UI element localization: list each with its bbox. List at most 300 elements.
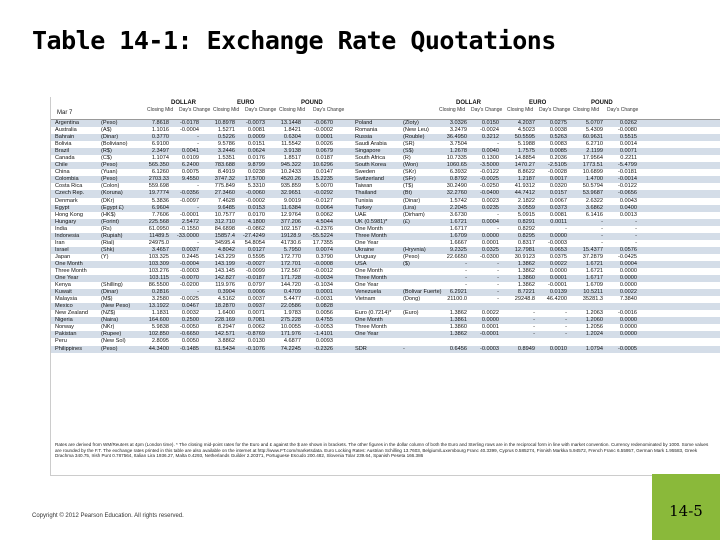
cell-country: Three Month (355, 324, 387, 331)
cell-p2: 0.0074 (315, 246, 333, 253)
table-row (51, 261, 351, 268)
cell-p2: 0.0000 (619, 324, 637, 331)
cell-p1: 5.7950 (283, 246, 301, 253)
cell-p1: 2.6322 (585, 197, 603, 204)
cell-e1: 1.2187 (517, 176, 535, 183)
cell-e2: -0.0060 (246, 190, 265, 197)
cell-p2: 0.0062 (315, 211, 333, 218)
cell-e2: 4.1800 (247, 218, 265, 225)
cell-currency: (Bt) (403, 190, 413, 197)
cell-e1: 143.199 (214, 260, 235, 267)
cell-country: Tunisia (355, 197, 373, 204)
cell-currency: ($) (403, 260, 410, 267)
cell-e2: 0.0275 (549, 120, 567, 126)
cell-country: Singapore (355, 148, 381, 155)
cell-p1: 10.5211 (583, 289, 603, 296)
cell-e1: - (533, 331, 535, 338)
table-row (51, 212, 351, 219)
date-label: Mar 7 (57, 110, 73, 116)
cell-d2: -0.0097 (180, 197, 199, 204)
cell-p2: 0.0576 (619, 246, 637, 253)
cell-p1: 32.9651 (280, 190, 301, 197)
cell-e1: - (533, 324, 535, 331)
table-row (51, 289, 351, 296)
cell-country: New Zealand (55, 310, 88, 317)
cell-p1: 1.9783 (283, 310, 301, 317)
cell-e2: -0.0002 (246, 197, 265, 204)
table-header (51, 97, 720, 120)
cell-d1: 103.309 (148, 260, 169, 267)
cell-p1: 935.859 (280, 183, 301, 190)
cell-p1: 1.2060 (585, 317, 603, 324)
cell-d2: - (497, 141, 499, 148)
table-row (351, 141, 720, 148)
cell-e1: 0.8291 (517, 218, 535, 225)
table-row (351, 205, 720, 212)
cell-p2: 0.0187 (315, 155, 333, 162)
cell-currency: (Dinar) (101, 134, 119, 141)
table-row (51, 226, 351, 233)
cell-d1: 1.1831 (151, 310, 169, 317)
cell-e1: 34595.4 (214, 239, 235, 246)
cell-e2: -0.0028 (548, 169, 567, 176)
cell-e1: 8.8622 (517, 169, 535, 176)
cell-d1: 2.3497 (151, 148, 169, 155)
cell-d2: 0.2500 (181, 317, 199, 324)
cell-e2: 0.0067 (549, 197, 567, 204)
cell-p2: -0.2376 (314, 225, 333, 232)
cell-d2: -0.1485 (180, 345, 199, 352)
cell-e1: 0.8295 (517, 232, 535, 239)
cell-p2: -0.0127 (314, 197, 333, 204)
cell-country: Czech Rep. (55, 190, 85, 197)
cell-p1: 1.2024 (585, 331, 603, 338)
cell-currency: (Hryvnia) (403, 246, 426, 253)
cell-e2: - (565, 324, 567, 331)
cell-p1: 0.4709 (283, 289, 301, 296)
cell-p1: 1.6721 (585, 260, 603, 267)
cell-country: Saudi Arabia (355, 141, 387, 148)
cell-e1: 29248.8 (514, 296, 535, 303)
cell-e2: 0.0653 (549, 246, 567, 253)
subheader-closing-mid: Closing Mid (147, 107, 174, 113)
cell-d2: 0.0467 (181, 303, 199, 310)
cell-p2: 0.0262 (619, 120, 637, 126)
cell-country: Turkey (355, 204, 372, 211)
cell-d1: 3.2479 (449, 127, 467, 134)
cell-e1: 143.145 (214, 267, 235, 274)
cell-p1: 12.9764 (280, 211, 301, 218)
cell-country: Nigeria (55, 317, 73, 324)
cell-d2: -0.0356 (180, 190, 199, 197)
cell-d1: 1.6709 (449, 232, 467, 239)
cell-country: Mexico (55, 303, 73, 310)
cell-e2: 0.0153 (247, 204, 265, 211)
cell-p1: 1.2056 (585, 324, 603, 331)
table-row (51, 162, 351, 169)
cell-p2: 0.0001 (315, 289, 333, 296)
cell-d2: -0.0004 (180, 127, 199, 134)
cell-country: Three Month (355, 232, 387, 239)
subheader-closing-mid: Closing Mid (279, 107, 306, 113)
cell-e1: 142.827 (214, 275, 235, 282)
cell-p2: -0.0016 (618, 310, 637, 317)
cell-p1: 74.2245 (280, 345, 301, 352)
cell-e2: 0.0151 (247, 141, 265, 148)
cell-d1: 2.8095 (151, 338, 169, 345)
cell-d1: 13.1922 (148, 303, 169, 310)
cell-d1: 7.8618 (151, 120, 169, 126)
cell-e1: 1.3862 (517, 282, 535, 289)
cell-d1: 1.3862 (449, 310, 467, 317)
cell-e2: 0.0170 (247, 211, 265, 218)
cell-e2: 0.0001 (549, 275, 567, 282)
cell-p1: 1.6721 (585, 267, 603, 274)
table-row (351, 190, 720, 197)
cell-e2: - (565, 317, 567, 324)
cell-e2: 0.0006 (247, 289, 265, 296)
cell-country: Hong Kong (55, 211, 83, 218)
cell-p2: 15.2235 (312, 176, 333, 183)
cell-country: Colombia (55, 176, 79, 183)
table-row (51, 275, 351, 282)
cell-e2: 0.0022 (549, 260, 567, 267)
cell-country: Thailand (355, 190, 377, 197)
cell-e1: 14.8854 (514, 155, 535, 162)
cell-p1: 1.6717 (585, 275, 603, 282)
cell-d2: 0.0000 (481, 232, 499, 239)
cell-d1: 1.3861 (449, 317, 467, 324)
cell-p2: 0.0147 (315, 169, 333, 176)
cell-e1: 9.5786 (217, 141, 235, 148)
cell-country: Venezuela (355, 289, 382, 296)
cell-country: One Month (55, 260, 83, 267)
cell-country: Iran (55, 239, 65, 246)
copyright-notice: Copyright © 2012 Pearson Education. All rights reserved. (32, 513, 184, 519)
cell-p1: - (601, 218, 603, 225)
cell-currency: (Shilling) (101, 282, 123, 289)
table-row (351, 183, 720, 190)
cell-e2: 0.0127 (247, 246, 265, 253)
cell-country: Canada (55, 155, 75, 162)
cell-d2: - (497, 267, 499, 274)
cell-country: Norway (55, 324, 74, 331)
cell-p1: 5.0707 (585, 120, 603, 126)
cell-e1: 27.3460 (214, 190, 235, 197)
cell-currency: (Dinar) (101, 289, 119, 296)
cell-e1: 5.1988 (517, 141, 535, 148)
cell-p2: 17.7355 (312, 239, 333, 246)
cell-e2: 0.7081 (247, 317, 265, 324)
cell-country: India (55, 225, 68, 232)
cell-country: One Year (355, 282, 379, 289)
cell-e2: 0.0081 (247, 127, 265, 134)
cell-e2: 0.0176 (247, 155, 265, 162)
subheader-days-change: Day's Change (245, 107, 277, 113)
cell-p1: 6.2710 (585, 141, 603, 148)
cell-currency: (Egypt £) (101, 204, 124, 211)
cell-country: Peru (55, 338, 67, 345)
cell-country: Brazil (55, 148, 69, 155)
cell-d1: 30.2490 (446, 183, 467, 190)
cell-d1: 1.3862 (449, 331, 467, 338)
cell-e1: 775.849 (214, 183, 235, 190)
cell-d2: - (197, 289, 199, 296)
cell-e2: 0.0062 (247, 324, 265, 331)
cell-e1: 10.7577 (214, 211, 235, 218)
cell-d1: 6.3932 (449, 169, 467, 176)
cell-country: Russia (355, 134, 373, 141)
cell-currency: (DKr) (101, 197, 115, 204)
cell-p1: 10.2433 (280, 169, 301, 176)
cell-p2: -0.0053 (314, 324, 333, 331)
cell-p2: 0.0064 (315, 204, 333, 211)
table-row (351, 120, 720, 127)
cell-e1: 61.5434 (214, 345, 235, 352)
header-euro-left: EURO (237, 100, 255, 106)
slide-number: 14-5 (669, 502, 703, 520)
cell-d2: - (497, 275, 499, 282)
cell-e1: 312.710 (214, 218, 235, 225)
subheader-days-change: Day's Change (607, 107, 639, 113)
cell-currency: (Colon) (101, 183, 120, 190)
cell-d2: -33.0000 (176, 232, 199, 239)
cell-p1: 1.0794 (585, 345, 603, 352)
cell-currency: (R$) (101, 148, 112, 155)
cell-e2: 0.0000 (549, 267, 567, 274)
left-rate-panel (51, 120, 351, 353)
cell-p2: -0.0002 (314, 127, 333, 134)
cell-e2: 0.0238 (247, 169, 265, 176)
cell-d1: 86.5500 (148, 282, 169, 289)
cell-p2: -0.0034 (314, 275, 333, 282)
cell-e2: -0.0001 (548, 282, 567, 289)
cell-d1: 3.7504 (449, 141, 467, 148)
cell-p1: 10.0055 (280, 324, 301, 331)
subheader-days-change: Day's Change (179, 107, 211, 113)
cell-e1: 0.8317 (517, 239, 535, 246)
cell-p1: - (601, 232, 603, 239)
cell-currency: (Bolivar Fuerte) (403, 289, 442, 296)
cell-p2: 0.0022 (619, 289, 637, 296)
cell-p1: 1773.51 (582, 162, 603, 169)
header-dollar-right: DOLLAR (456, 100, 481, 106)
cell-d2: -0.0250 (480, 183, 499, 190)
cell-e2: 0.0081 (549, 211, 567, 218)
cell-country: Euro (0.7214)* (355, 310, 392, 317)
table-row (351, 134, 720, 141)
cell-e1: 3747.32 (214, 176, 235, 183)
cell-p2: -0.0012 (314, 267, 333, 274)
cell-d1: 21100.0 (447, 296, 467, 303)
cell-currency: (Peso) (101, 345, 118, 352)
cell-e1: 143.229 (214, 253, 235, 260)
cell-d1: 102.850 (148, 331, 169, 338)
cell-currency: (Zloty) (403, 120, 419, 126)
cell-country: Bolivia (55, 141, 72, 148)
cell-d2: - (497, 296, 499, 303)
cell-country: Sweden (355, 169, 376, 176)
cell-d2: 0.0150 (481, 120, 499, 126)
cell-d1: 10.7335 (446, 155, 467, 162)
table-row (351, 331, 720, 338)
cell-currency: (Boliviano) (101, 141, 128, 148)
cell-p2: 0.0014 (619, 141, 637, 148)
cell-p1: 172.770 (280, 253, 301, 260)
cell-d2: -0.0025 (180, 296, 199, 303)
cell-e2: 0.0130 (247, 338, 265, 345)
cell-e2: -0.0099 (246, 267, 265, 274)
right-rate-panel (351, 120, 720, 353)
cell-p1: 50.5794 (582, 183, 603, 190)
cell-country: China (55, 169, 70, 176)
cell-d2: -0.0300 (480, 253, 499, 260)
cell-currency: (A$) (101, 127, 112, 134)
cell-country: One Month (355, 225, 383, 232)
cell-d2: -0.0122 (480, 169, 499, 176)
cell-currency: (C$) (101, 155, 112, 162)
cell-p2: - (635, 239, 637, 246)
cell-p2: -55.5224 (310, 232, 333, 239)
cell-d2: -0.0200 (180, 282, 199, 289)
cell-d2: - (197, 141, 199, 148)
cell-currency: (Dirham) (403, 211, 425, 218)
cell-currency: (£) (403, 218, 410, 225)
cell-p1: 144.720 (280, 282, 301, 289)
cell-e2: - (565, 331, 567, 338)
cell-e1: 44.7412 (514, 190, 535, 197)
cell-country: One Month (355, 317, 383, 324)
cell-country: Costa Rica (55, 183, 83, 190)
cell-country: UK (0.5981)* (355, 218, 388, 225)
table-row (351, 346, 720, 353)
cell-d2: - (197, 204, 199, 211)
cell-e2: 0.0038 (549, 127, 567, 134)
cell-e1: 1.6400 (217, 310, 235, 317)
cell-d1: 1.2678 (449, 148, 467, 155)
table-row (51, 346, 351, 353)
cell-currency: (Lira) (403, 204, 417, 211)
table-row (351, 169, 720, 176)
table-row (351, 338, 720, 345)
cell-e2: 46.4200 (546, 296, 567, 303)
cell-p1: 172.567 (280, 267, 301, 274)
cell-d1: 559.698 (148, 183, 169, 190)
table-row (351, 176, 720, 183)
cell-country: Three Month (55, 267, 87, 274)
cell-d2: -0.6650 (180, 331, 199, 338)
cell-d2: 0.0022 (481, 310, 499, 317)
cell-d2: -0.0003 (180, 267, 199, 274)
table-row (351, 275, 720, 282)
cell-currency: (T$) (403, 183, 414, 190)
cell-d1: - (465, 275, 467, 282)
cell-currency: (New Peso) (101, 303, 131, 310)
cell-p2: 4.5044 (315, 218, 333, 225)
table-row (51, 240, 351, 247)
cell-e2: 0.0011 (550, 218, 567, 225)
cell-d2: - (197, 183, 199, 190)
cell-d1: 36.4950 (446, 134, 467, 141)
cell-currency: (Peso) (101, 176, 118, 183)
cell-p2: -0.0031 (314, 296, 333, 303)
cell-e2: 0.0037 (247, 296, 265, 303)
cell-p1: - (601, 225, 603, 232)
cell-d1: 6.1260 (151, 169, 169, 176)
subheader-closing-mid: Closing Mid (213, 107, 240, 113)
cell-country: Bahrain (55, 134, 75, 141)
cell-p2: -0.0425 (618, 253, 637, 260)
table-row (51, 198, 351, 205)
cell-d2: -0.0024 (480, 127, 499, 134)
cell-p2: -5.4799 (618, 162, 637, 169)
table-row (351, 198, 720, 205)
cell-d1: 164.600 (148, 317, 169, 324)
cell-currency: (SKr) (403, 169, 417, 176)
cell-e2: -2.5105 (548, 162, 567, 169)
cell-country: Argentina (55, 120, 79, 126)
cell-p2: 0.0000 (619, 275, 637, 282)
cell-d1: 0.8792 (449, 176, 467, 183)
cell-d2: -0.0001 (480, 331, 499, 338)
cell-p2: 0.0071 (619, 148, 637, 155)
cell-d2: 0.0032 (181, 310, 199, 317)
cell-e1: 1470.27 (514, 162, 535, 169)
cell-d1: - (465, 282, 467, 289)
cell-p1: 6.1416 (585, 211, 603, 218)
cell-d2: -0.0001 (180, 211, 199, 218)
cell-e2: 5.3310 (247, 183, 265, 190)
cell-p2: -0.0292 (314, 190, 333, 197)
cell-currency: (HK$) (101, 211, 116, 218)
cell-e1: - (533, 310, 535, 317)
cell-currency: (Euro) (403, 310, 419, 317)
table-row (51, 155, 351, 162)
cell-e2: -0.1076 (246, 345, 265, 352)
cell-p1: 10.6899 (582, 169, 603, 176)
cell-d1: 103.325 (148, 253, 169, 260)
cell-country: One Year (55, 275, 79, 282)
cell-p2: 5.0070 (315, 183, 333, 190)
cell-currency: (NZ$) (101, 310, 116, 317)
cell-d2: 0.0235 (481, 204, 499, 211)
cell-e2: 9.8799 (247, 162, 265, 169)
cell-d1: 103.276 (148, 267, 169, 274)
table-row (351, 226, 720, 233)
cell-e2: -0.0027 (246, 260, 265, 267)
cell-currency: (S$) (403, 148, 414, 155)
cell-currency: (Peso) (101, 162, 118, 169)
cell-e2: - (565, 310, 567, 317)
cell-p1: 1.8517 (283, 155, 301, 162)
cell-d1: 1.3860 (449, 324, 467, 331)
header-pound-left: POUND (301, 100, 323, 106)
table-row (51, 331, 351, 338)
cell-d1: 565.350 (148, 162, 169, 169)
header-pound-right: POUND (591, 100, 613, 106)
cell-currency: (New Sol) (101, 338, 126, 345)
cell-p1: 171.976 (280, 331, 301, 338)
cell-p1: 4.6877 (283, 338, 301, 345)
cell-d1: 3.2580 (151, 296, 169, 303)
table-row (51, 324, 351, 331)
cell-e1: 18.2870 (214, 303, 235, 310)
cell-country: Three Month (355, 275, 387, 282)
cell-d2: 2.5472 (181, 218, 199, 225)
table-row (351, 233, 720, 240)
table-row (351, 317, 720, 324)
table-row (51, 183, 351, 190)
